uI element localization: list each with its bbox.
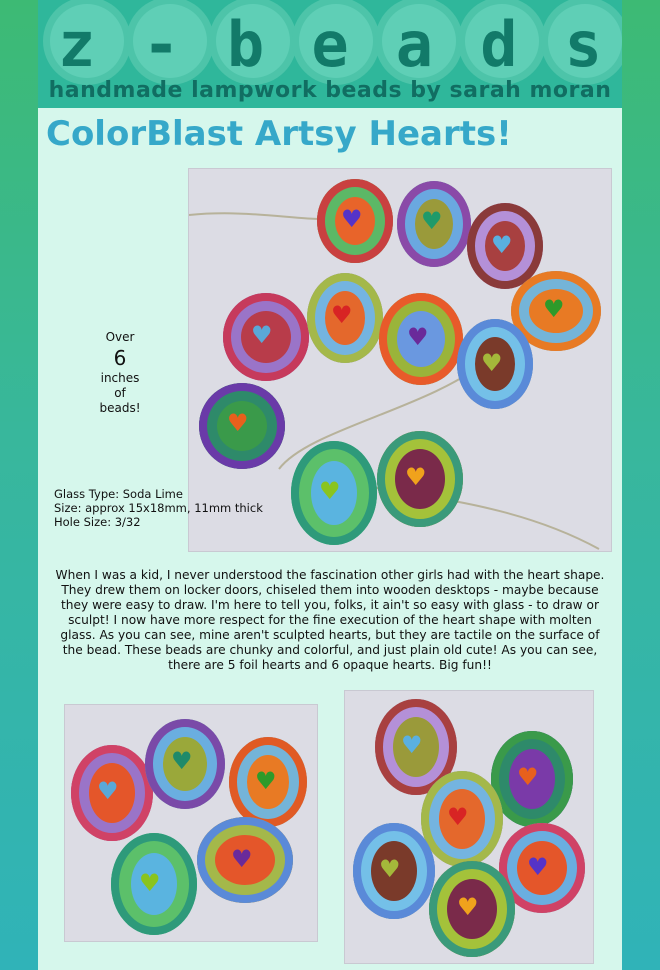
length-callout	[98, 330, 142, 416]
bead-image: ♥	[375, 699, 457, 795]
bead-image: ♥	[229, 737, 307, 827]
callout-line: beads!	[99, 401, 141, 415]
callout-line: of	[114, 386, 126, 400]
callout-line: Over	[105, 330, 135, 344]
logo-letter: s	[564, 8, 602, 81]
detail-photo-foil-hearts	[64, 704, 318, 942]
bead-image: ♥	[291, 441, 377, 545]
content-panel	[38, 0, 622, 970]
bead-image: ♥	[429, 861, 515, 957]
bead-image: ♥	[457, 319, 533, 409]
logo-letter: b	[226, 8, 265, 81]
bead-image: ♥	[197, 817, 293, 903]
logo-letter: e	[311, 8, 349, 81]
bead-image: ♥	[145, 719, 225, 809]
bead-image: ♥	[499, 823, 585, 913]
bead-image: ♥	[111, 833, 197, 935]
bead-image: ♥	[307, 273, 383, 363]
bead-image: ♥	[491, 731, 573, 827]
bead-specs	[54, 487, 263, 529]
bead-size: Size: approx 15x18mm, 11mm thick	[54, 501, 263, 515]
product-description: When I was a kid, I never understood the fascination other girls had with the heart shape. They drew them on locker doors, chiseled them into wooden desktops - maybe because they were easy to draw. I'm here to tell you, folks, it ain't so easy with glass - to draw or sculpt! I now have more respect for the fine execution of the heart shape with molten glass. As you can see, mine aren't sculpted hearts, but they are tactile on the surface of the bead. These beads are chunky and colorful, and just plain old cute! As you can see, there are 5 foil hearts and 6 opaque hearts. Big fun!!	[55, 568, 605, 672]
site-logo	[38, 10, 622, 80]
logo-letter: z	[58, 8, 96, 81]
bead-image: ♥	[353, 823, 435, 919]
detail-photo-opaque-hearts	[344, 690, 594, 964]
bead-image: ♥	[377, 431, 463, 527]
logo-letter: a	[395, 8, 434, 81]
bead-image: ♥	[511, 271, 601, 351]
site-tagline: handmade lampwork beads by sarah moran	[48, 78, 612, 103]
bead-image: ♥	[199, 383, 285, 469]
page-title: ColorBlast Artsy Hearts!	[46, 114, 512, 154]
hole-size: Hole Size: 3/32	[54, 515, 141, 529]
bead-image: ♥	[71, 745, 153, 841]
logo-letter: d	[480, 8, 518, 81]
bead-image: ♥	[223, 293, 309, 381]
bead-image: ♥	[379, 293, 463, 385]
callout-number: 6	[113, 346, 127, 370]
glass-type: Glass Type: Soda Lime	[54, 487, 183, 501]
bead-image: ♥	[421, 771, 503, 867]
site-banner[interactable]	[38, 0, 622, 108]
bead-image: ♥	[317, 179, 393, 263]
bead-image: ♥	[397, 181, 471, 267]
callout-line: inches	[100, 371, 140, 385]
bead-image: ♥	[467, 203, 543, 289]
logo-letter: -	[142, 8, 180, 81]
